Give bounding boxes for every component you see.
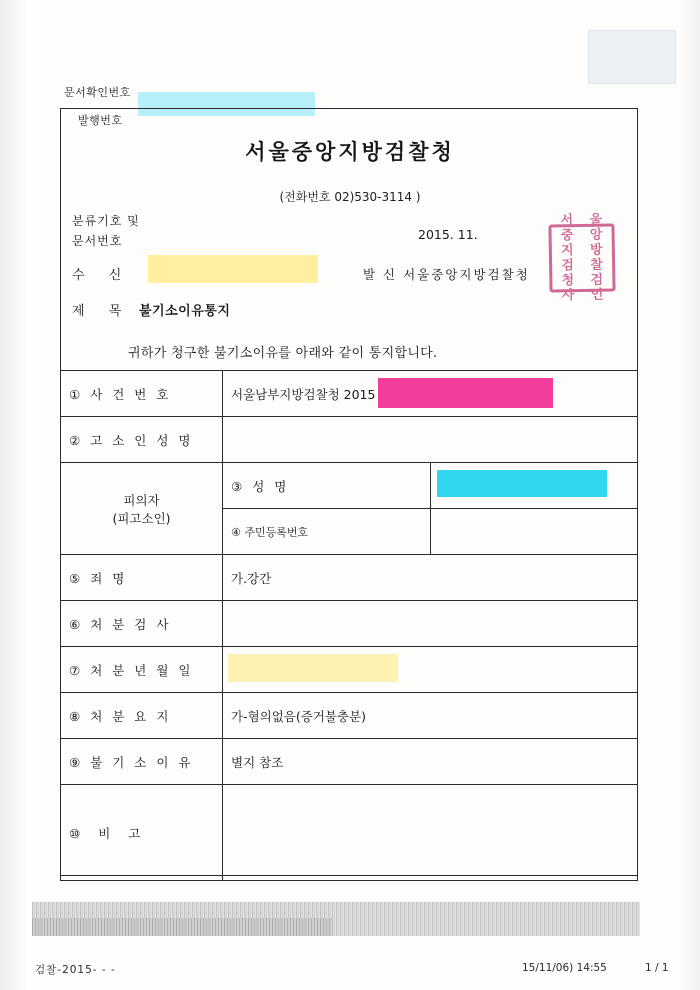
sender-line: 발 신 서울중앙지방검찰청 <box>363 267 530 282</box>
row-label-non-indictment-reason <box>61 739 223 785</box>
row-label-text: 성 명 <box>252 478 290 494</box>
row-label-charge <box>61 555 223 601</box>
row-value-disposition-date <box>223 647 638 693</box>
row-value-prosecutor <box>223 601 638 647</box>
row-number: ② <box>69 432 84 448</box>
group-label-suspect-line1: 피의자 <box>123 492 160 508</box>
group-label-suspect-line2: (피고소인) <box>112 510 171 526</box>
redaction-highlight-yellow-date <box>228 654 398 682</box>
seal-char: 중 <box>560 228 574 244</box>
seal-char: 지 <box>560 243 574 259</box>
table-row <box>61 601 638 647</box>
row-number: ⑦ <box>69 662 84 678</box>
row-label-disposition-summary <box>61 693 223 739</box>
subject-label: 제 목 <box>72 304 132 319</box>
row-value-remarks <box>223 785 638 881</box>
row-label-prosecutor <box>61 601 223 647</box>
redaction-highlight-yellow-receiver <box>148 255 318 283</box>
table-row <box>61 371 638 417</box>
top-right-grey-box <box>588 30 676 84</box>
row-label-suspect-name <box>223 463 431 509</box>
table-row <box>61 693 638 739</box>
seal-char: 인 <box>590 287 604 303</box>
seal-char: 청 <box>561 273 575 289</box>
seal-char: 찰 <box>590 257 604 273</box>
row-value-charge: 가.강간 <box>223 555 638 601</box>
table-row <box>61 647 638 693</box>
classification-label-line2: 문서번호 <box>72 234 123 248</box>
table-row <box>61 555 638 601</box>
row-number: ③ <box>231 478 246 494</box>
row-value-resident-number <box>430 509 638 555</box>
row-number: ⑤ <box>69 570 84 586</box>
receiver-label: 수 신 <box>72 268 132 283</box>
table-row <box>61 739 638 785</box>
row-label-text: 고 소 인 성 명 <box>90 432 194 448</box>
table-row <box>61 785 638 881</box>
row-label-text: 불 기 소 이 유 <box>90 754 194 770</box>
case-number-text: 서울남부지방검찰청 2015 <box>231 386 376 402</box>
seal-char: 울 <box>589 212 603 228</box>
document-title: 서울중앙지방검찰청 <box>245 139 455 164</box>
row-label-case-number <box>61 371 223 417</box>
row-label-text: 처 분 요 지 <box>90 708 172 724</box>
subject-value: 불기소이유통지 <box>139 304 231 319</box>
seal-char: 방 <box>589 242 603 258</box>
seal-char: 앙 <box>589 227 603 243</box>
row-label-complainant-name <box>61 417 223 463</box>
row-label-text: 비 고 <box>98 825 148 841</box>
row-label-resident-number <box>223 509 431 555</box>
document-date: 2015. 11. <box>418 227 478 242</box>
footer-reference-code: 검찰-2015- - - <box>35 964 116 976</box>
row-number: ⑥ <box>69 616 84 632</box>
row-label-disposition-date <box>61 647 223 693</box>
row-label-text: 처 분 검 사 <box>90 616 172 632</box>
footer-page-number: 1 / 1 <box>645 962 669 974</box>
row-number: ① <box>69 386 84 402</box>
row-number: ⑧ <box>69 708 84 724</box>
group-label-suspect <box>61 463 223 555</box>
phone-number-line: (전화번호 02)530-3114 ) <box>279 190 421 204</box>
classification-label-line1: 분류기호 및 <box>72 214 140 228</box>
row-label-text: 주민등록번호 <box>244 525 309 539</box>
redaction-highlight-cyan-name <box>437 470 607 497</box>
seal-char: 서 <box>560 213 574 229</box>
document-number-label: 문서확인번호 <box>64 86 131 99</box>
notice-statement: 귀하가 청구한 불기소이유를 아래와 같이 통지합니다. <box>128 346 438 361</box>
row-value-complainant-name <box>223 417 638 463</box>
redaction-highlight-magenta <box>378 378 553 408</box>
official-seal-stamp <box>548 212 615 304</box>
issue-number-label: 발행번호 <box>78 114 123 127</box>
row-number: ④ <box>231 525 241 539</box>
row-value-non-indictment-reason: 별지 참조 <box>223 739 638 785</box>
row-label-text: 처 분 년 월 일 <box>90 662 194 678</box>
row-value-suspect-name <box>430 463 638 509</box>
footer-timestamp: 15/11/06) 14:55 <box>522 962 607 974</box>
row-label-remarks <box>61 785 223 881</box>
row-value-case-number <box>223 371 638 417</box>
scan-noise-band-secondary <box>32 918 332 936</box>
seal-char: 검 <box>590 272 604 288</box>
row-number: ⑨ <box>69 754 84 770</box>
row-number: ⑩ <box>69 825 88 841</box>
disposition-table <box>60 370 638 881</box>
row-label-text: 사 건 번 호 <box>90 386 172 402</box>
row-label-text: 죄 명 <box>90 570 128 586</box>
row-value-disposition-summary: 가-혐의없음(증거불충분) <box>223 693 638 739</box>
table-row <box>61 463 638 509</box>
seal-char: 검 <box>561 258 575 274</box>
seal-char: 사 <box>561 288 575 304</box>
table-row <box>61 417 638 463</box>
